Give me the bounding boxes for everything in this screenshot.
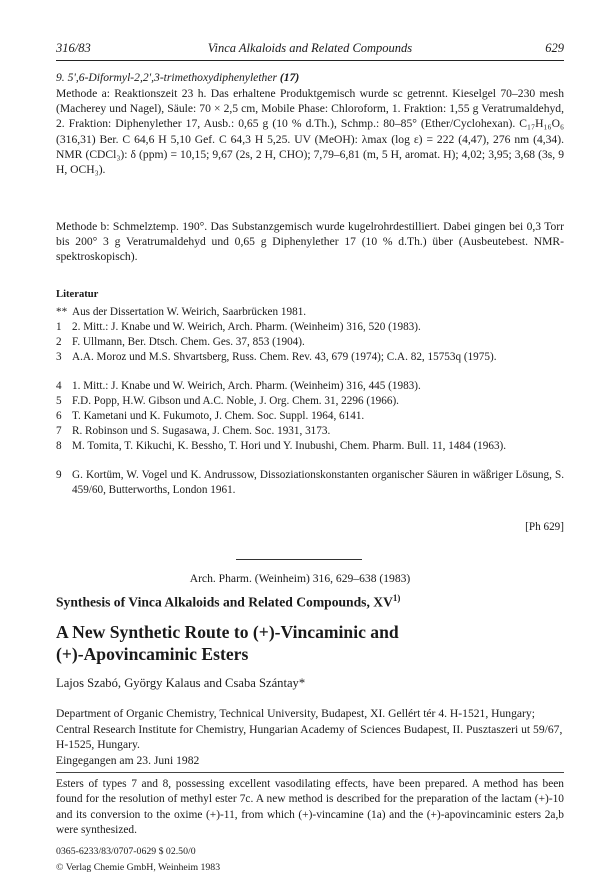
reference-item <box>56 379 564 394</box>
reference-number: 8 <box>56 440 62 452</box>
abstract-top-rule <box>56 772 564 773</box>
reference-item <box>56 320 564 335</box>
article-title-line-1: A New Synthetic Route to (+)-Vincaminic and <box>56 622 399 642</box>
reference-text: 1. Mitt.: J. Knabe und W. Weirich, Arch. Pharm. (Weinheim) 316, 445 (1983). <box>72 380 421 392</box>
reference-text: F. Ullmann, Ber. Dtsch. Chem. Ges. 37, 853 (1904). <box>72 336 305 348</box>
compound-heading <box>56 70 564 85</box>
reference-number: 5 <box>56 395 62 407</box>
reference-item <box>56 305 564 320</box>
article-title <box>56 621 564 665</box>
reference-text: A.A. Moroz und M.S. Shvartsberg, Russ. Chem. Rev. 43, 679 (1974); C.A. 82, 15753q (1975). <box>72 351 497 363</box>
reference-text: M. Tomita, T. Kikuchi, K. Bessho, T. Hori und Y. Inubushi, Chem. Pharm. Bull. 11, 1484 (1963). <box>72 440 507 452</box>
authors: Lajos Szabó, György Kalaus and Csaba Szántay* <box>56 676 306 690</box>
section-divider <box>236 559 362 560</box>
reference-text: G. Kortüm, W. Vogel und K. Andrussow, Dissoziationskonstanten organischer Säuren in wäßriger Lösung, S. 459/60, Butterworths, London 1961. <box>72 469 564 496</box>
reference-number: ** <box>56 306 68 318</box>
methode-a-paragraph: Methode a: Reaktionszeit 23 h. Das erhaltene Produktgemisch wurde sc getrennt. Kieselgel 70–230 mesh (Macherey und Nagel), Säule: 70 × 2,5 cm, Mobile Phase: Chloroform, 1. Fraktion: 1,55 g Veratrumaldehyd, 2. Fraktion: Diphenylether 17, Ausb.: 0,65 g (10 % d.Th.), Schmp.: 80–85° (Ether/Cyclohexan). C₁₇H₁₆O₆ (316,31) Ber. C 64,6 H 5,10 Gef. C 64,3 H 5,25. UV (MeOH): λmax (log ε) = 222 (4,47), 276 nm (4,34). NMR (CDCl₃): δ (ppm) = 10,15; 9,67 (2s, 2 H, CHO); 7,79–6,81 (m, 5 H, aromat. H); 4,02; 3,95; 3,68 (3s, 9 H, OCH₃). <box>56 87 564 177</box>
compound-title: 9. 5',6-Diformyl-2,2',3-trimethoxydiphenylether <box>56 71 280 84</box>
methode-b-paragraph: Methode b: Schmelztemp. 190°. Das Substanzgemisch wurde kugelrohrdestilliert. Dabei gingen bei 0,3 Torr bis 200° 3 g Veratrumaldehyd und 0,65 g Diphenylether 17 (10 % d.Th.) über (Ausbeutebest. NMR-spektroskopisch). <box>56 220 564 264</box>
reference-item <box>56 335 564 350</box>
affiliation-2: Central Research Institute for Chemistry, Hungarian Academy of Sciences Budapest, II. Pusztaszeri ut 59/67, H-1525, Hungary. <box>56 722 563 752</box>
copyright-notice: © Verlag Chemie GmbH, Weinheim 1983 <box>56 862 221 873</box>
reference-number: 6 <box>56 410 62 422</box>
header-page-number: 629 <box>545 41 564 55</box>
literatur-heading: Literatur <box>56 289 99 300</box>
reference-text: Aus der Dissertation W. Weirich, Saarbrücken 1981. <box>72 306 307 318</box>
reference-number: 2 <box>56 336 62 348</box>
reference-item <box>56 424 564 439</box>
series-title <box>56 593 564 611</box>
series-text: Synthesis of Vinca Alkaloids and Related Compounds, XV <box>56 594 393 610</box>
compound-number: (17) <box>279 71 300 84</box>
reference-text: 2. Mitt.: J. Knabe und W. Weirich, Arch. Pharm. (Weinheim) 316, 520 (1983). <box>72 321 421 333</box>
running-header <box>56 41 564 59</box>
reference-number: 1 <box>56 321 62 333</box>
reference-item <box>56 468 564 497</box>
reference-text: F.D. Popp, H.W. Gibson und A.C. Noble, J. Org. Chem. 31, 2296 (1966). <box>72 395 399 407</box>
reference-text: R. Robinson und S. Sugasawa, J. Chem. Soc. 1931, 3173. <box>72 425 331 437</box>
received-date: Eingegangen am 23. Juni 1982 <box>56 753 200 767</box>
reference-item <box>56 439 564 454</box>
header-volume: 316/83 <box>56 41 91 55</box>
article-title-line-2: (+)-Apovincaminic Esters <box>56 644 249 664</box>
article-citation: Arch. Pharm. (Weinheim) 316, 629–638 (1983) <box>189 572 411 585</box>
abstract: Esters of types 7 and 8, possessing excellent vasodilating effects, have been prepared. A method has been found for the resolution of methyl ester 7c. A new method is described for the preparation of the lactam (+)-10 and its conversion to the oxime (+)-11, from which (+)-vincamine (1a) and the (+)-apovincaminic esters 2a,b were synthesized. <box>56 778 564 837</box>
affiliation-1: Department of Organic Chemistry, Technical University, Budapest, XI. Gellért tér 4. H-1521, Hungary; <box>56 707 535 720</box>
reference-number: 4 <box>56 380 62 392</box>
header-rule <box>56 60 564 61</box>
reference-item <box>56 409 564 424</box>
reference-text: T. Kametani und K. Fukumoto, J. Chem. Soc. Suppl. 1964, 6141. <box>72 410 365 422</box>
reference-number: 9 <box>56 469 62 481</box>
issn-code: 0365-6233/83/0707-0629 $ 02.50/0 <box>56 846 196 857</box>
reference-item <box>56 394 564 409</box>
affiliations <box>56 706 564 768</box>
reference-item <box>56 350 564 365</box>
page-note: [Ph 629] <box>525 521 564 533</box>
reference-number: 7 <box>56 425 62 437</box>
series-footnote-mark: 1) <box>392 593 401 603</box>
header-journal-title: Vinca Alkaloids and Related Compounds <box>207 41 413 55</box>
reference-number: 3 <box>56 351 62 363</box>
